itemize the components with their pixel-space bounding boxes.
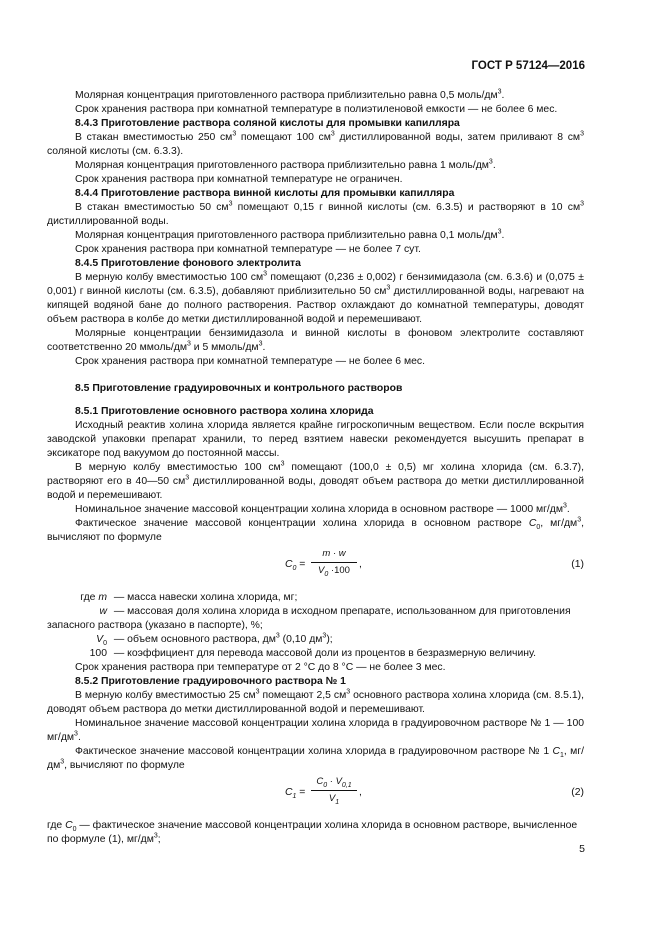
section-heading: 8.5 Приготовление градуировочных и контрольного растворов	[75, 383, 403, 394]
paragraph: Исходный реактив холина хлорида является крайне гигроскопичным веществом. Если после вскрытия заводской упаковки препарат хранили, то перед взятием навески рекомендуется высушить препарат в эксикаторе под вакуумом до постоянной массы.	[47, 420, 584, 459]
paragraph: Молярная концентрация приготовленного раствора приблизительно равна 0,5 моль/$дм^3$.	[75, 88, 505, 101]
formula-number: (2)	[571, 787, 584, 798]
paragraph: В мерную колбу вместимостью 100 $см^3$ помещают (0,236 ± 0,002) г бензимидазола (см. 6.3.6) и (0,075 ± 0,001) г винной кислоты (см. 6.3.5), добавляют приблизительно 50 $см^3$ дистиллированной воды, нагревают на кипящей водяной бане до полного растворения. Раствор охлаждают до комнатной температуры, доводят объем раствора в колбе до метки дистиллированной водой и перемешивают.	[47, 270, 584, 325]
paragraph: Срок хранения раствора при комнатной температуре в полиэтиленовой емкости — не более 6 мес.	[75, 104, 558, 115]
page-number: 5	[579, 843, 585, 855]
paragraph: Фактическое значение массовой концентрации холина хлорида в градуировочном растворе № 1 $C_1$, $мг/дм^3$, вычисляют по формуле	[47, 746, 584, 771]
formula-1: $C_0$ = $\frac{m \cdot w}{V_0 \cdot 100}$ , (1)	[285, 548, 584, 578]
formula-legend: где $C_0$ — фактическое значение массовой концентрации холина хлорида в основном растворе, вычисленное по формуле (1), $мг/дм^3$;	[47, 820, 578, 845]
paragraph: Молярная концентрация приготовленного раствора приблизительно равна 0,1 моль/$дм^3$.	[75, 228, 505, 241]
paragraph: Срок хранения раствора при комнатной температуре — не более 7 сут.	[75, 244, 421, 255]
paragraph: Фактическое значение массовой концентрации холина хлорида в основном растворе $C_0$, $мг/дм^3$, вычисляют по формуле	[47, 516, 584, 543]
formula-2: $C_1$ = $\frac{C_0 \cdot V_{0,1}}{V_1}$ , (2)	[285, 776, 584, 806]
section-heading: 8.4.3 Приготовление раствора соляной кислоты для промывки капилляра	[75, 118, 460, 129]
paragraph: Срок хранения раствора при комнатной температуре — не более 6 мес.	[75, 356, 425, 367]
paragraph: Срок хранения раствора при комнатной температуре не ограничен.	[75, 174, 403, 185]
paragraph: В стакан вместимостью 50 $см^3$ помещают 0,15 г винной кислоты (см. 6.3.5) и растворяют в 10 $см^3$ дистиллированной воды.	[47, 200, 584, 227]
section-heading: 8.4.5 Приготовление фонового электролита	[75, 258, 301, 269]
page-content	[47, 89, 584, 847]
paragraph: Молярные концентрации бензимидазола и винной кислоты в фоновом электролите составляют соответственно 20 ммоль/$дм^3$ и 5 ммоль/$дм^3$.	[47, 328, 584, 353]
paragraph: В мерную колбу вместимостью 25 $см^3$ помещают 2,5 $см^3$ основного раствора холина хлорида (см. 8.5.1), доводят объем раствора до метки дистиллированной водой и перемешивают.	[47, 688, 584, 715]
paragraph: Номинальное значение массовой концентрации холина хлорида в градуировочном растворе № 1 — 100 $мг/дм^3$.	[47, 718, 584, 743]
paragraph: Молярная концентрация приготовленного раствора приблизительно равна 1 моль/$дм^3$.	[75, 158, 496, 171]
paragraph: Номинальное значение массовой концентрации холина хлорида в основном растворе — 1000 $мг/дм^3$.	[75, 502, 570, 515]
standard-number: ГОСТ Р 57124—2016	[471, 60, 585, 72]
paragraph: В стакан вместимостью 250 $см^3$ помещают 100 $см^3$ дистиллированной воды, затем приливают 8 $см^3$ соляной кислоты (см. 6.3.3).	[47, 130, 584, 157]
section-heading: 8.5.1 Приготовление основного раствора холина хлорида	[75, 406, 374, 417]
paragraph: Срок хранения раствора при температуре от 2 °С до 8 °С — не более 3 мес.	[75, 662, 446, 673]
formula-legend: где m — масса навески холина хлорида, мг; w — массовая доля холина хлорида в исходном препарате, использованном для приготовления запасного раствора (указано в паспорте), %; $V_0$ — объем основного раствора, $дм^3$ (0,10 $дм^3$); 100 — коэффициент для перевода массовой доли из процентов в безразмерную величину.	[47, 592, 571, 659]
formula-number: (1)	[571, 559, 584, 570]
section-heading: 8.4.4 Приготовление раствора винной кислоты для промывки капилляра	[75, 188, 455, 199]
section-heading: 8.5.2 Приготовление градуировочного раствора № 1	[75, 676, 346, 687]
paragraph: В мерную колбу вместимостью 100 $см^3$ помещают (100,0 ± 0,5) мг холина хлорида (см. 6.3.7), растворяют его в 40—50 $см^3$ дистиллированной воды, доводят объем раствора до метки дистиллированной водой и перемешивают.	[47, 460, 585, 501]
